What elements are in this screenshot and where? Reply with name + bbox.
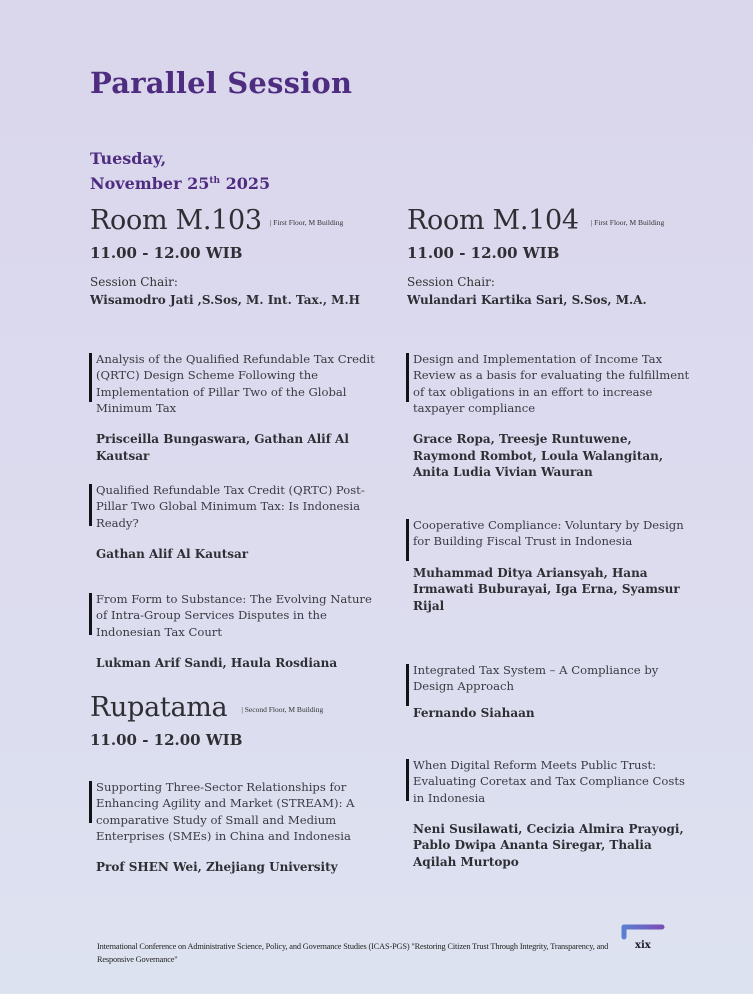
room-name: Room M.103 (90, 205, 262, 236)
session-chair-name: Wulandari Kartika Sari, S.Sos, M.A. (407, 293, 647, 307)
paper-authors: Muhammad Ditya Ariansyah, Hana Irmawati Buburayai, Iga Erna, Syamsur Rijal (413, 565, 680, 613)
accent-bar (89, 781, 92, 823)
room-location: | Second Floor, M Building (241, 705, 324, 714)
session-time: 11.00 - 12.00 WIB (90, 244, 243, 262)
room-name: Room M.104 (407, 205, 579, 236)
paper-title: When Digital Reform Meets Public Trust: Evaluating Coretax and Tax Compliance Costs in Indonesia (413, 758, 685, 805)
page-number: xix (635, 940, 651, 951)
paper-title: Cooperative Compliance: Voluntary by Design for Building Fiscal Trust in Indonesia (413, 518, 684, 549)
paper-title: Qualified Refundable Tax Credit (QRTC) Post-Pillar Two Global Minimum Tax: Is Indonesia Ready? (96, 483, 365, 530)
accent-bar (406, 759, 409, 801)
session-time: 11.00 - 12.00 WIB (407, 244, 560, 262)
date-suffix: th (209, 176, 221, 186)
accent-bar (406, 519, 409, 561)
paper-item (89, 351, 379, 464)
room-location: | First Floor, M Building (590, 218, 665, 227)
paper-item (406, 351, 696, 481)
paper-item (89, 591, 379, 671)
accent-bar (89, 593, 92, 635)
paper-title: Supporting Three-Sector Relationships for Enhancing Agility and Market (STREAM): A comparative Study of Small and Medium Enterprises (SMEs) in China and Indonesia (96, 780, 355, 843)
page-number-badge (621, 923, 667, 969)
paper-authors: Fernando Siahaan (413, 705, 535, 720)
session-date (90, 148, 270, 195)
room-location: | First Floor, M Building (269, 218, 344, 227)
paper-item (89, 779, 384, 876)
date-year: 2025 (220, 174, 271, 193)
accent-bar (89, 353, 92, 402)
accent-bar (406, 664, 409, 706)
room-m104-header (407, 205, 664, 307)
room-name: Rupatama (90, 692, 228, 723)
paper-authors: Grace Ropa, Treesje Runtuwene, Raymond Rombot, Loula Walangitan, Anita Ludia Vivian Wauran (413, 432, 664, 480)
room-rupatama-header (90, 692, 323, 749)
paper-title: Analysis of the Qualified Refundable Tax Credit (QRTC) Design Scheme Following the Implementation of Pillar Two of the Global Minimum Tax (96, 352, 375, 415)
accent-bar (406, 353, 409, 402)
footer-conference-text: International Conference on Administrative Science, Policy, and Governance Studies (ICAS-PGS) "Restoring Citizen Trust Through Integrity, Transparency, and Responsive Governance" (97, 942, 609, 964)
date-full (90, 170, 270, 195)
paper-item (89, 482, 379, 562)
page-title: Parallel Session (90, 66, 353, 100)
paper-authors: Prisceilla Bungaswara, Gathan Alif Al Kautsar (96, 432, 349, 463)
paper-authors: Prof SHEN Wei, Zhejiang University (96, 860, 338, 875)
paper-title: Design and Implementation of Income Tax Review as a basis for evaluating the fulfillment of tax obligations in an effort to increase taxpayer compliance (413, 352, 690, 415)
paper-authors: Neni Susilawati, Cecizia Almira Prayogi, Pablo Dwipa Ananta Siregar, Thalia Aqilah Murtopo (413, 821, 684, 869)
accent-bar (89, 484, 92, 526)
paper-item (406, 662, 696, 721)
date-month-day: November 25 (90, 174, 210, 193)
session-chair-name: Wisamodro Jati ,S.Sos, M. Int. Tax., M.H (90, 293, 360, 307)
session-time: 11.00 - 12.00 WIB (90, 731, 243, 749)
session-chair-label: Session Chair: (90, 275, 178, 289)
paper-authors: Lukman Arif Sandi, Haula Rosdiana (96, 655, 338, 670)
session-chair-label: Session Chair: (407, 275, 495, 289)
paper-item (406, 757, 696, 870)
paper-authors: Gathan Alif Al Kautsar (96, 546, 249, 561)
room-m103-header (90, 205, 360, 307)
paper-item (406, 517, 696, 614)
date-weekday: Tuesday, (90, 149, 167, 168)
paper-title: Integrated Tax System – A Compliance by Design Approach (413, 663, 659, 694)
paper-title: From Form to Substance: The Evolving Nature of Intra-Group Services Disputes in the Indonesian Tax Court (96, 592, 372, 639)
